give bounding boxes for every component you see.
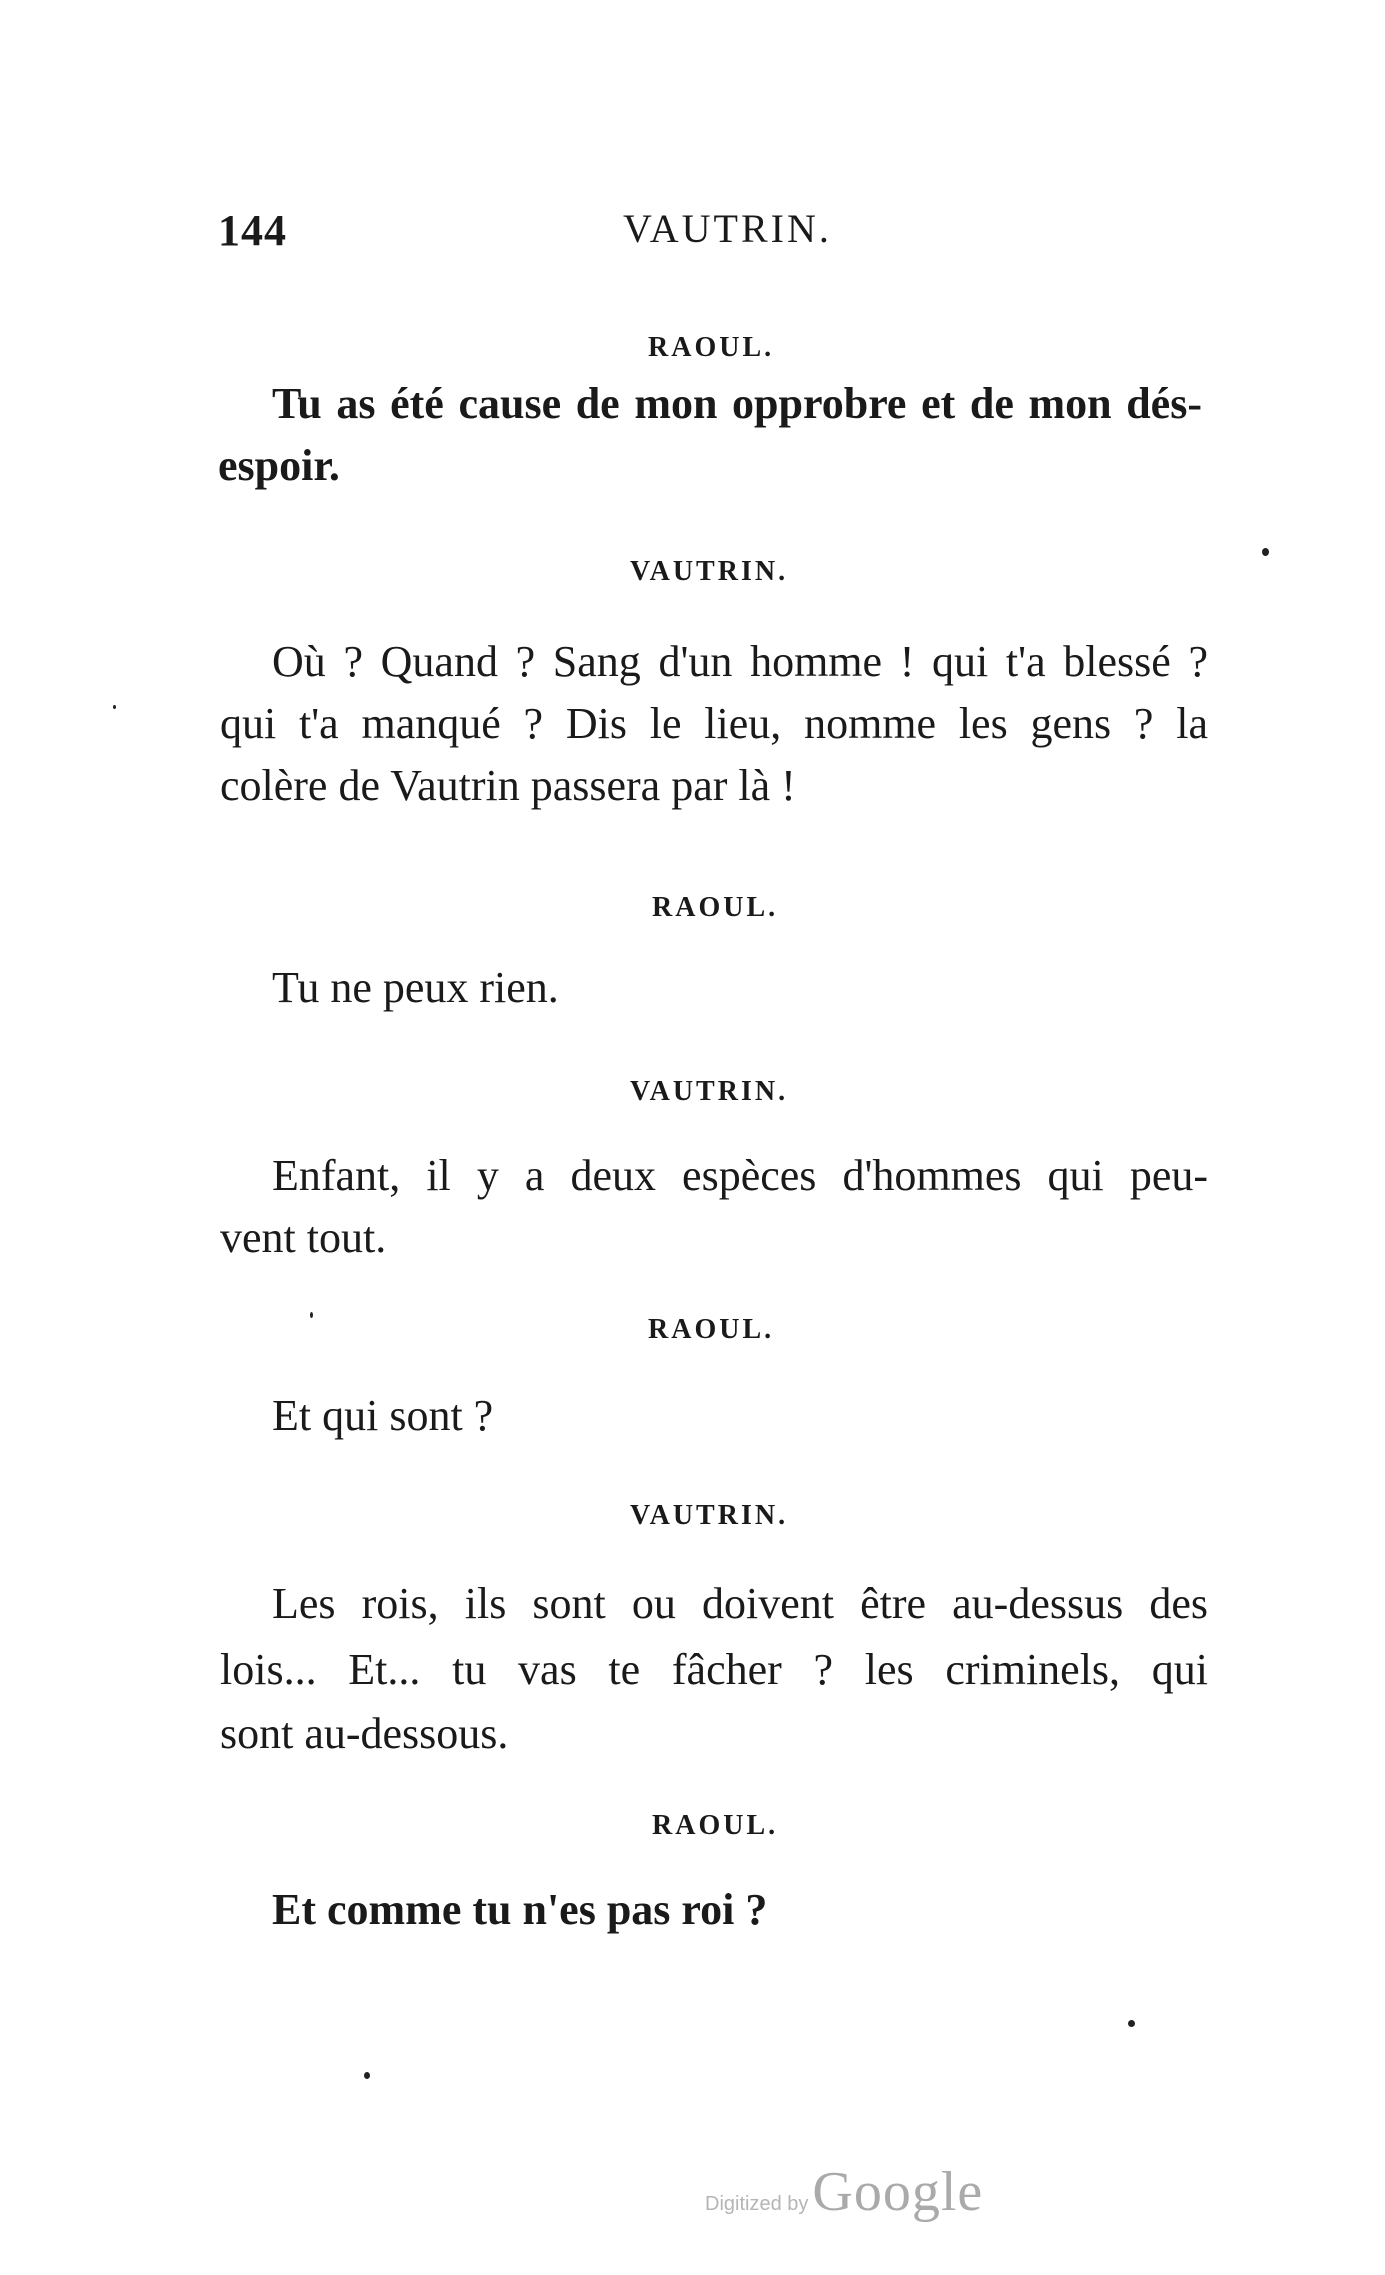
speaker-label: RAOUL. [652, 1810, 779, 1841]
dialogue-line: espoir. [218, 441, 340, 490]
speaker-label: RAOUL. [648, 332, 775, 363]
scan-speck [1262, 548, 1269, 556]
scan-speck [113, 705, 116, 709]
digitized-watermark [705, 2160, 983, 2224]
google-logo: Google [812, 2161, 984, 2223]
speaker-label: RAOUL. [648, 1314, 775, 1345]
dialogue-line: Enfant, il y a deux espèces d'hommes qui peu- [272, 1151, 1208, 1200]
speaker-label: VAUTRIN. [630, 1076, 789, 1107]
dialogue-line: colère de Vautrin passera par là ! [220, 761, 796, 810]
dialogue-text: Tu as été cause de mon opprobre et de mon dés- [272, 379, 1202, 428]
page-header [218, 205, 1218, 265]
scan-speck [364, 2072, 370, 2079]
speaker-label: RAOUL. [652, 892, 779, 923]
dialogue-line: Et qui sont ? [272, 1391, 494, 1440]
scan-speck [1128, 2020, 1135, 2027]
dialogue-line: vent tout. [220, 1213, 387, 1262]
dialogue-line: lois... Et... tu vas te fâcher ? les criminels, qui [220, 1645, 1208, 1694]
running-title: VAUTRIN. [623, 206, 832, 251]
dialogue-line: Les rois, ils sont ou doivent être au-dessus des [272, 1579, 1208, 1628]
dialogue-line: qui t'a manqué ? Dis le lieu, nomme les gens ? la [220, 699, 1208, 748]
scan-speck [310, 1312, 313, 1318]
dialogue-line: Tu ne peux rien. [272, 963, 559, 1012]
dialogue-line [272, 379, 1202, 428]
dialogue-line: sont au-dessous. [220, 1709, 509, 1758]
page-number: 144 [218, 206, 287, 255]
dialogue-line: Et comme tu n'es pas roi ? [272, 1885, 768, 1934]
digitized-by-label: Digitized by [705, 2193, 809, 2215]
speaker-label: VAUTRIN. [630, 556, 789, 587]
dialogue-line: Où ? Quand ? Sang d'un homme ! qui t'a blessé ? [272, 637, 1208, 686]
speaker-label: VAUTRIN. [630, 1500, 789, 1531]
